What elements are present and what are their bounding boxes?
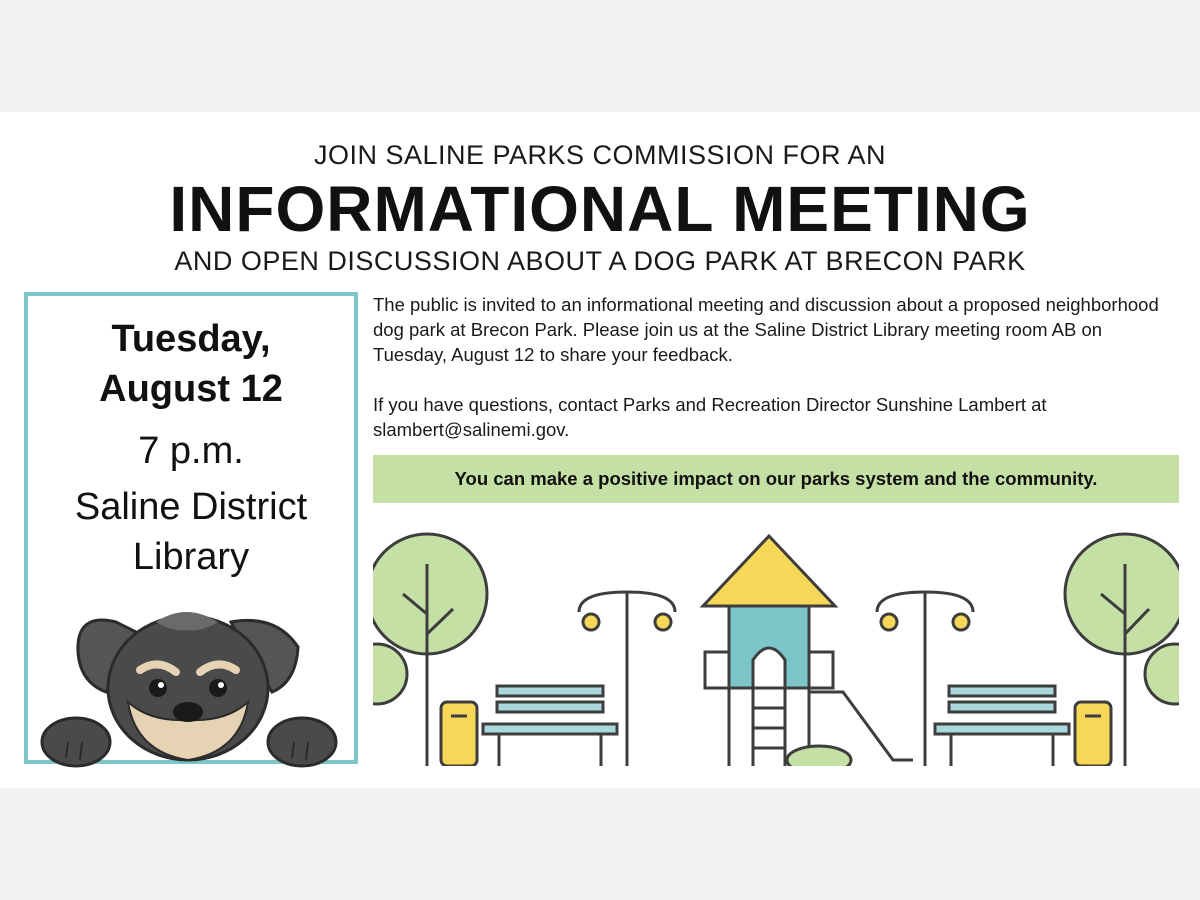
event-day: Tuesday, [111, 318, 271, 360]
header-intro: JOIN SALINE PARKS COMMISSION FOR AN [313, 140, 887, 170]
header-subtitle: AND OPEN DISCUSSION ABOUT A DOG PARK AT BRECON PARK [174, 246, 1026, 276]
description-paragraph-1: The public is invited to an informational meeting and discussion about a proposed neighborhood dog park at Brecon Park. Please join us at the Saline District Library meeting room AB on Tuesday, August 12 to share your feedback. [373, 294, 1159, 365]
event-description [373, 292, 1179, 467]
event-date: August 12 [99, 368, 283, 410]
event-location-line1: Saline District [74, 486, 308, 528]
header-title: INFORMATIONAL MEETING [169, 173, 1031, 245]
event-flyer [0, 112, 1200, 788]
schnauzer-puppy-illustration [36, 592, 346, 782]
call-to-action-banner: You can make a positive impact on our parks system and the community. [373, 455, 1179, 503]
event-location-line2: Library [132, 536, 250, 578]
description-paragraph-2: If you have questions, contact Parks and Recreation Director Sunshine Lambert at slambert@salinemi.gov. [373, 394, 1047, 440]
event-time: 7 p.m. [138, 430, 244, 472]
park-playground-illustration [373, 524, 1179, 766]
